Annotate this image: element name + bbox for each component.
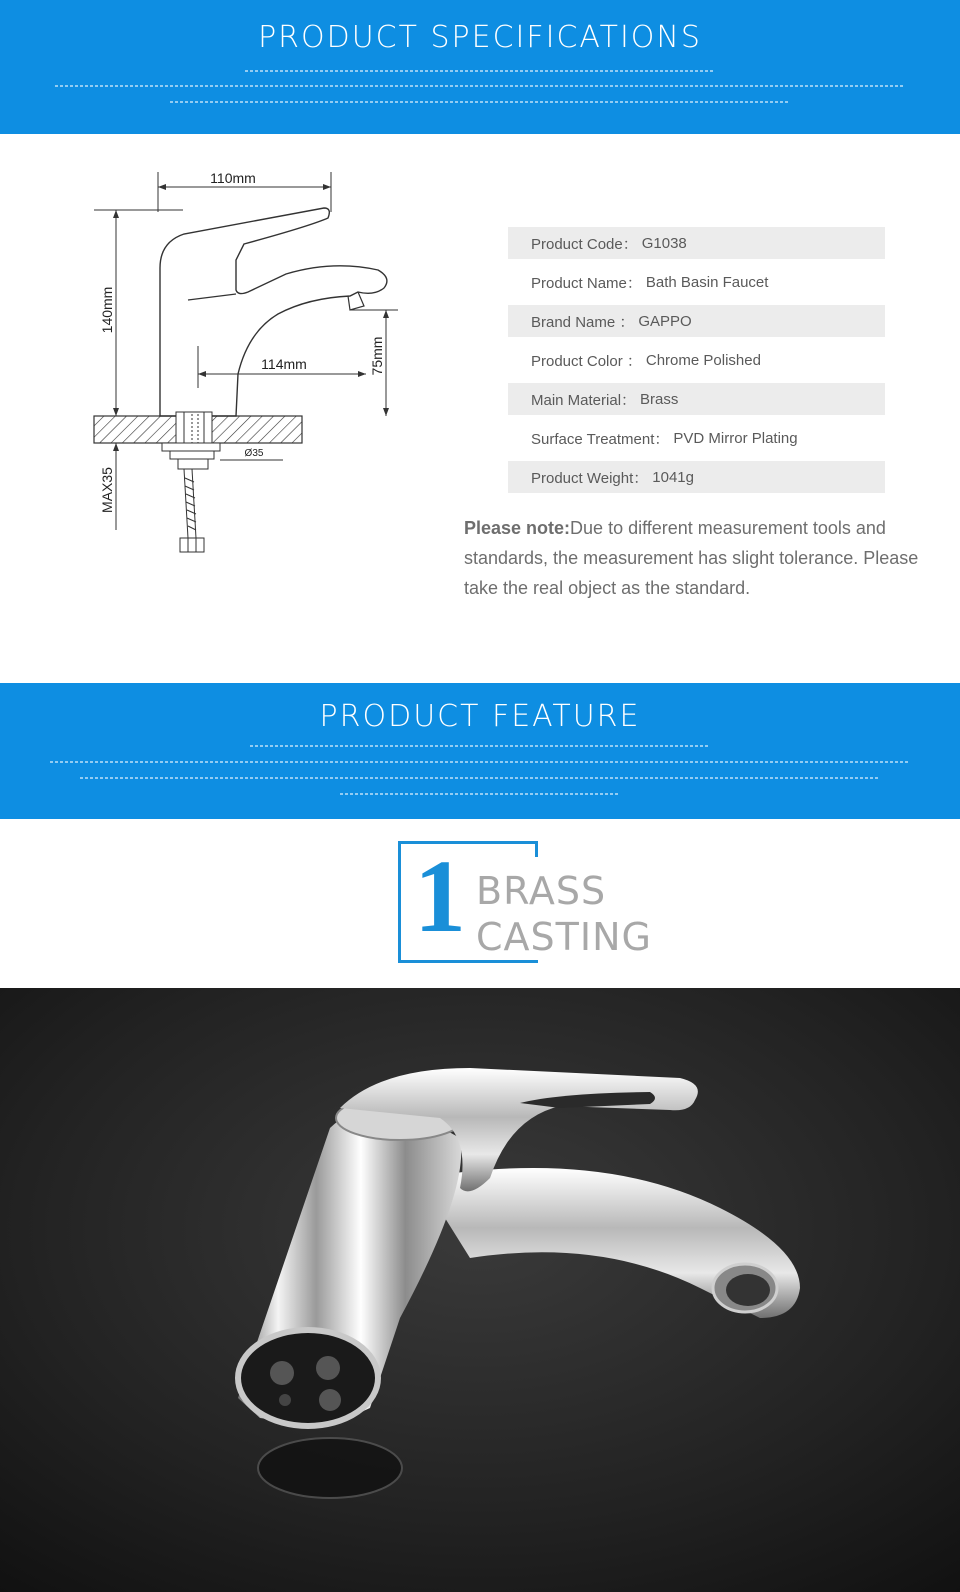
spec-label: Product Color ： — [531, 352, 642, 370]
height-dimension-label: 140mm — [99, 286, 115, 334]
max-dimension-label: MAX35 — [99, 467, 115, 513]
spec-row-product-code — [508, 227, 885, 259]
banner-filler-text — [40, 85, 920, 90]
specifications-banner — [0, 0, 960, 134]
banner-filler-text — [40, 793, 920, 798]
spec-label: Product Name： — [531, 274, 642, 292]
spec-value: G1038 — [641, 234, 687, 252]
banner-filler-text — [40, 70, 920, 75]
spec-value: GAPPO — [638, 312, 692, 330]
spec-row-product-name — [508, 266, 885, 298]
spec-value: Brass — [640, 390, 679, 408]
spec-value: 1041g — [652, 468, 694, 486]
faucet-product-photo — [0, 988, 960, 1592]
banner-filler-text — [40, 761, 920, 766]
spec-row-surface-treatment — [508, 422, 885, 454]
note-lead: Please note: — [464, 518, 571, 538]
spec-label: Brand Name ： — [531, 313, 635, 331]
banner-filler-text — [40, 777, 920, 782]
spec-row-product-weight — [508, 461, 885, 493]
banner-filler-text — [40, 101, 920, 106]
specifications-title: PRODUCT SPECIFICATIONS — [258, 20, 702, 55]
feature-banner — [0, 683, 960, 819]
spec-row-brand-name — [508, 305, 885, 337]
hole-diameter-label: Ø35 — [244, 448, 264, 459]
spec-label: Product Weight： — [531, 469, 649, 487]
spec-value: Bath Basin Faucet — [645, 273, 769, 291]
feature-line-2: CASTING — [476, 915, 652, 959]
note-text: Due to different measurement tools and standards, the measurement has slight tolerance. Please take the real object as the standard. — [464, 518, 919, 598]
feature-title: PRODUCT FEATURE — [319, 699, 641, 734]
feature-number: 1 — [414, 839, 466, 954]
spec-label: Main Material： — [531, 391, 637, 409]
spec-label: Product Code： — [531, 235, 638, 253]
spout-height-label: 75mm — [369, 336, 385, 376]
spec-row-product-color — [508, 344, 885, 376]
reach-dimension-label: 114mm — [261, 356, 307, 372]
spec-value: PVD Mirror Plating — [673, 429, 798, 447]
banner-filler-text — [40, 745, 920, 750]
feature-line-1: BRASS — [476, 869, 607, 913]
width-dimension-label: 110mm — [210, 170, 256, 186]
spec-row-main-material — [508, 383, 885, 415]
spec-label: Surface Treatment： — [531, 430, 670, 448]
faucet-dimension-diagram — [88, 160, 418, 570]
measurement-note — [464, 513, 934, 603]
feature-heading — [398, 841, 658, 963]
spec-table — [508, 227, 885, 500]
spec-value: Chrome Polished — [645, 351, 761, 369]
